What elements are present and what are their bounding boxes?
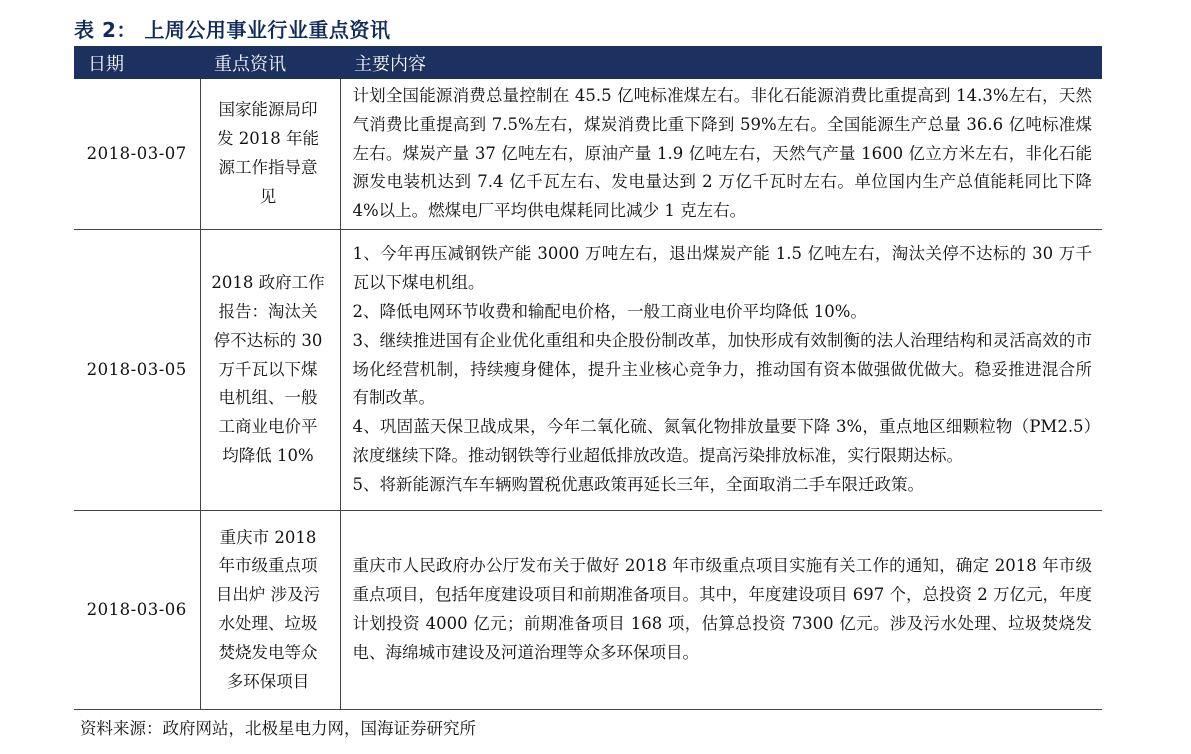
row-headline: 重庆市 2018 年市级重点项目出炉 涉及污水处理、垃圾焚烧发电等众多环保项目 <box>200 511 340 710</box>
source-note: 资料来源：政府网站，北极星电力网，国海证券研究所 <box>80 719 476 738</box>
content-paragraph: 2、降低电网环节收费和输配电价格，一般工商业电价平均降低 10%。 <box>352 302 867 321</box>
header-date: 日期 <box>74 46 200 79</box>
table-caption: 表 2： 上周公用事业行业重点资讯 <box>74 18 391 42</box>
table-row <box>74 511 1102 710</box>
news-table <box>74 46 1102 710</box>
content-paragraph: 5、将新能源汽车车辆购置税优惠政策再延长三年，全面取消二手车限迁政策。 <box>352 474 924 494</box>
content-paragraph: 计划全国能源消费总量控制在 45.5 亿吨标准煤左右。非化石能源消费比重提高到 14.3%左右，天然气消费比重提高到 7.5%左右，煤炭消费比重下降到 59%左右。全国能源生产总量 36.6 亿吨标准煤左右。煤炭产量 37 亿吨左右，原油产量 1.9 亿吨左右，天然气产量 1600 亿立方米左右，非化石能源发电装机达到 7.4 亿千瓦左右、发电量达到 2 万亿千瓦时左右。单位国内生产总值能耗同比下降 4%以上。燃煤电厂平均供电煤耗同比减少 1 克左右。 <box>352 86 1092 221</box>
row-date: 2018-03-05 <box>74 230 200 511</box>
table-header-row <box>74 46 1102 79</box>
table-row <box>74 79 1102 230</box>
row-headline: 国家能源局印发 2018 年能源工作指导意见 <box>200 79 340 230</box>
row-content <box>340 79 1102 230</box>
header-content: 主要内容 <box>340 46 1102 79</box>
content-paragraph: 1、今年再压减钢铁产能 3000 万吨左右，退出煤炭产能 1.5 亿吨左右，淘汰关停不达标的 30 万千瓦以下煤电机组。 <box>352 244 1092 293</box>
content-paragraph: 重庆市人民政府办公厅发布关于做好 2018 年市级重点项目实施有关工作的通知，确定 2018 年市级重点项目，包括年度建设项目和前期准备项目。其中，年度建设项目 697 个，总投资 2 万亿元，年度计划投资 4000 亿元；前期准备项目 168 项，估算总投资 7300 亿元。涉及污水处理、垃圾焚烧发电、海绵城市建设及河道治理等众多环保项目。 <box>352 556 1092 662</box>
row-headline: 2018 政府工作报告：淘汰关停不达标的 30 万千瓦以下煤电机组、一般工商业电价平均降低 10% <box>200 230 340 511</box>
header-news: 重点资讯 <box>200 46 340 79</box>
row-date: 2018-03-07 <box>74 79 200 230</box>
table-row <box>74 230 1102 511</box>
content-paragraph: 4、巩固蓝天保卫战成果，今年二氧化硫、氮氧化物排放量要下降 3%，重点地区细颗粒物（PM2.5）浓度继续下降。推动钢铁等行业超低排放改造。提高污染排放标准，实行限期达标。 <box>352 417 1092 465</box>
row-date: 2018-03-06 <box>74 511 200 710</box>
content-paragraph: 3、继续推进国有企业优化重组和央企股份制改革，加快形成有效制衡的法人治理结构和灵活高效的市场化经营机制，持续瘦身健体，提升主业核心竞争力，推动国有资本做强做优做大。稳妥推进混合所有制改革。 <box>352 330 1092 408</box>
row-content <box>340 230 1102 511</box>
row-content <box>340 511 1102 710</box>
